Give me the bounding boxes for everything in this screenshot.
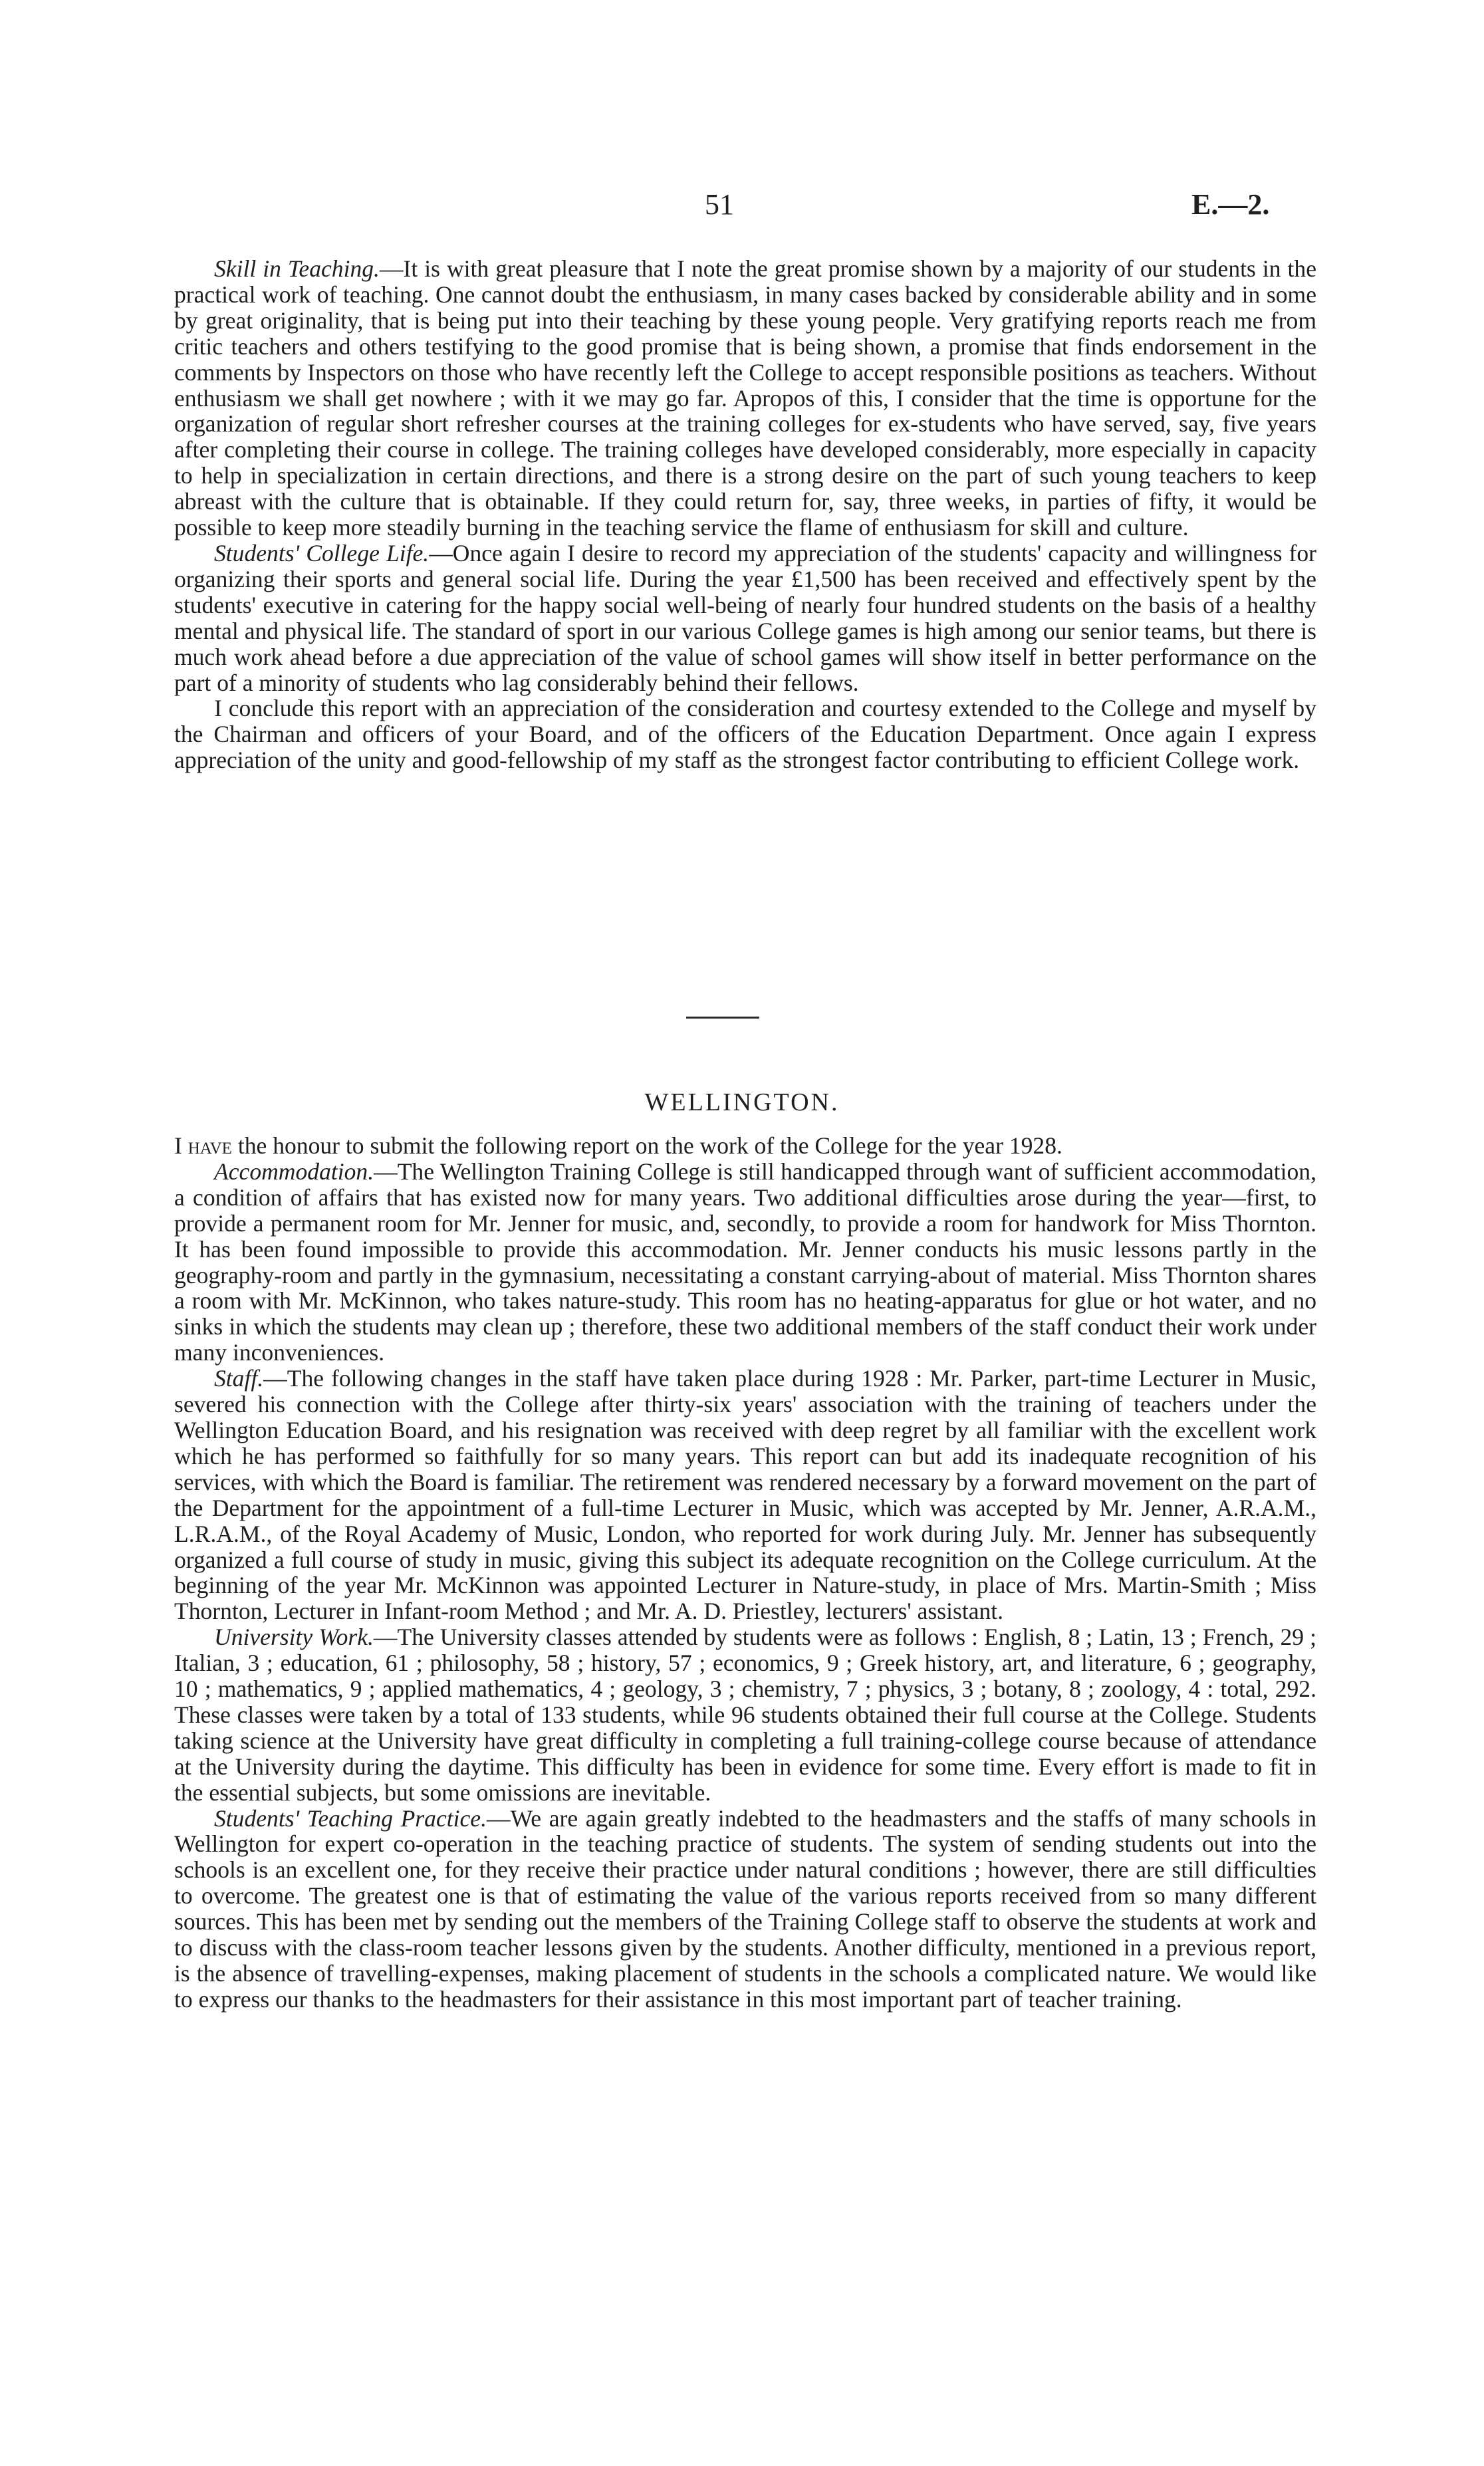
heading-accommodation: Accommodation. — [214, 1158, 374, 1185]
text-staff: —The following changes in the staff have taken place during 1928 : Mr. Parker, part-time Lecturer in Music, severed his connection with the College after thirty-six years' association with the training of teachers under the Wellington Education Board, and his resignation was received with deep regret by all familiar with the excellent work which he has performed so faithfully for so many years. This report can but add its inadequate recognition of his services, with which the Board is familiar. The retirement was rendered necessary by a forward movement on the part of the Department for the appointment of a full-time Lecturer in Music, which was accepted by Mr. Jenner, A.R.A.M., L.R.A.M., of the Royal Academy of Music, London, who reported for work during July. Mr. Jenner has subsequently organized a full course of study in music, giving this subject its adequate recognition on the College curriculum. At the beginning of the year Mr. McKinnon was appointed Lecturer in Nature-study, in place of Mrs. Martin-Smith ; Miss Thornton, Lecturer in Infant-room Method ; and Mr. A. D. Priestley, lecturers' assistant. — [174, 1365, 1316, 1625]
paragraph-university-work — [174, 1624, 1316, 1805]
paragraph-conclusion — [174, 695, 1316, 773]
heading-teaching-practice: Students' Teaching Practice. — [214, 1804, 487, 1832]
page-header — [0, 187, 1484, 234]
section-title-wellington: WELLINGTON. — [644, 1088, 840, 1116]
intro-text: the honour to submit the following report on the work of the College for the year 1928. — [231, 1132, 1062, 1159]
text-university-work: —The University classes attended by students were as follows : English, 8 ; Latin, 13 ; French, 29 ; Italian, 3 ; education, 61 ; philosophy, 58 ; history, 57 ; economics, 9 ; Greek history, art, and literature, 6 ; geography, 10 ; mathematics, 9 ; applied mathematics, 4 ; geology, 3 ; chemistry, 7 ; physics, 3 ; botany, 8 ; zoology, 4 : total, 292. These classes were taken by a total of 133 students, while 96 students obtained their full course at the College. Students taking science at the University have great difficulty in completing a full training-college course because of attendance at the University during the daytime. This difficulty has been in evidence for some time. Every effort is made to fit in the essential subjects, but some omissions are inevitable. — [174, 1624, 1316, 1806]
page-number: 51 — [705, 188, 734, 221]
wellington-report-section — [174, 1133, 1316, 2013]
paragraph-college-life — [174, 541, 1316, 695]
heading-college-life: Students' College Life. — [214, 539, 430, 566]
text-teaching-practice: —We are again greatly indebted to the headmasters and the staffs of many schools in Wellington for expert co-operation in the teaching practice of students. The system of sending students out into the schools is an excellent one, for they receive their practice under natural conditions ; however, there are still difficulties to overcome. The greatest one is that of estimating the value of the various reports received from so many different sources. This has been met by sending out the members of the Training College staff to observe the students at work and to discuss with the class-room teacher lessons given by the students. Another difficulty, mentioned in a previous report, is the absence of travelling-expenses, making placement of students in the schools a complicated nature. We would like to express our thanks to the headmasters for their assistance in this most important part of teacher training. — [174, 1804, 1316, 2013]
report-reference: E.—2. — [1191, 188, 1270, 221]
text-skill-in-teaching: —It is with great pleasure that I note the great promise shown by a majority of our students in the practical work of teaching. One cannot doubt the enthusiasm, in many cases backed by considerable ability and in some by great originality, that is being put into their teaching by these young people. Very gratifying reports reach me from critic teachers and others testifying to the good promise that is being shown, a promise that finds endorsement in the comments by Inspectors on those who have recently left the College to accept responsible positions as teachers. Without enthusiasm we shall get nowhere ; with it we may go far. Apropos of this, I consider that the time is opportune for the organization of regular short refresher courses at the training colleges for ex-students who have served, say, five years after completing their course in college. The training colleges have developed considerably, more especially in capacity to help in specialization in certain directions, and there is a strong desire on the part of such young teachers to keep abreast with the culture that is obtainable. If they could return for, say, three weeks, in parties of fifty, it would be possible to keep more steadily burning in the teaching service the flame of enthusiasm for skill and culture. — [174, 255, 1316, 541]
heading-staff: Staff. — [214, 1365, 264, 1392]
paragraph-intro — [174, 1133, 1316, 1159]
paragraph-staff — [174, 1366, 1316, 1624]
paragraph-skill-in-teaching — [174, 256, 1316, 541]
heading-skill-in-teaching: Skill in Teaching. — [214, 255, 380, 282]
text-college-life: —Once again I desire to record my appreciation of the students' capacity and willingness for organizing their sports and general social life. During the year £1,500 has been received and effectively spent by the students' executive in catering for the happy social well-being of nearly four hundred students on the basis of a healthy mental and physical life. The standard of sport in our various College games is high among our senior teams, but there is much work ahead before a due appreciation of the value of school games will show itself in better performance on the part of a minority of students who lag considerably behind their fellows. — [174, 539, 1317, 696]
paragraph-accommodation — [174, 1159, 1316, 1366]
text-conclusion: I conclude this report with an appreciation of the consideration and courtesy extended to the College and myself by the Chairman and officers of your Board, and of the officers of the Education Department. Once again I express appreciation of the unity and good-fellowship of my staff as the strongest factor contributing to efficient College work. — [174, 695, 1316, 774]
intro-lead: I have — [174, 1132, 232, 1159]
paragraph-teaching-practice — [174, 1806, 1316, 2013]
section-divider — [686, 1017, 759, 1019]
heading-university-work: University Work. — [214, 1624, 374, 1651]
text-accommodation: —The Wellington Training College is still handicapped through want of sufficient accommodation, a condition of affairs that has existed now for many years. Two additional difficulties arose during the year—first, to provide a permanent room for Mr. Jenner for music, and, secondly, to provide a room for handwork for Miss Thornton. It has been found impossible to provide this accommodation. Mr. Jenner conducts his music lessons partly in the geography-room and partly in the gymnasium, necessitating a constant carrying-about of material. Miss Thornton shares a room with Mr. McKinnon, who takes nature-study. This room has no heating-apparatus for glue or hot water, and no sinks in which the students may clean up ; therefore, these two additional members of the staff conduct their work under many inconveniences. — [174, 1158, 1316, 1366]
previous-report-section — [174, 256, 1316, 773]
